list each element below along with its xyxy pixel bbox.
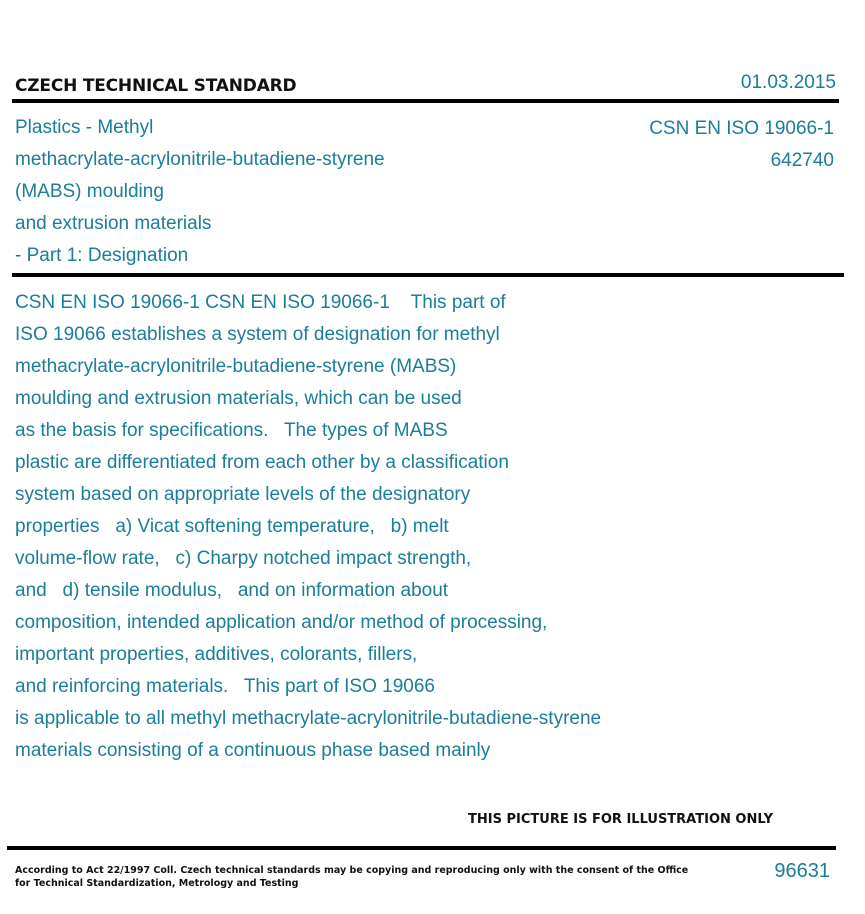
abstract-line: CSN EN ISO 19066-1 CSN EN ISO 19066-1 This part of	[15, 292, 506, 313]
abstract-line: system based on appropriate levels of the designatory	[15, 484, 471, 505]
abstract-line: materials consisting of a continuous phase based mainly	[15, 740, 491, 761]
classification-number: 642740	[770, 150, 834, 171]
abstract-text	[15, 287, 715, 767]
copyright-note-line: According to Act 22/1997 Coll. Czech technical standards may be copying and reproducing only with the consent of the Office	[15, 865, 689, 876]
abstract-line: is applicable to all methyl methacrylate-acrylonitrile-butadiene-styrene	[15, 708, 602, 729]
abstract-line: ISO 19066 establishes a system of designation for methyl	[15, 324, 500, 345]
abstract-line: plastic are differentiated from each other by a classification	[15, 452, 509, 473]
abstract-line: properties a) Vicat softening temperature, b) melt	[15, 516, 449, 537]
title-line: - Part 1: Designation	[15, 245, 189, 266]
footer-divider	[7, 846, 836, 850]
abstract-line: as the basis for specifications. The types of MABS	[15, 420, 448, 441]
copyright-note-line: for Technical Standardization, Metrology and Testing	[15, 878, 299, 889]
abstract-line: moulding and extrusion materials, which can be used	[15, 388, 462, 409]
abstract-line: and reinforcing materials. This part of ISO 19066	[15, 676, 435, 697]
publication-date: 01.03.2015	[740, 72, 836, 93]
title-line: methacrylate-acrylonitrile-butadiene-styrene	[15, 149, 385, 170]
abstract-line: important properties, additives, colorants, fillers,	[15, 644, 418, 665]
title-line: and extrusion materials	[15, 213, 212, 234]
abstract-line: and d) tensile modulus, and on information about	[15, 580, 449, 601]
abstract-line: methacrylate-acrylonitrile-butadiene-styrene (MABS)	[15, 356, 457, 377]
copyright-note	[15, 864, 688, 890]
illustration-notice: THIS PICTURE IS FOR ILLUSTRATION ONLY	[468, 812, 773, 827]
standard-code: CSN EN ISO 19066-1	[649, 118, 834, 139]
abstract-line: composition, intended application and/or method of processing,	[15, 612, 548, 633]
title-line: Plastics - Methyl	[15, 117, 154, 138]
header-divider	[12, 99, 839, 103]
abstract-line: volume-flow rate, c) Charpy notched impact strength,	[15, 548, 472, 569]
title-divider	[12, 273, 844, 277]
document-number: 96631	[774, 860, 830, 882]
title-line: (MABS) moulding	[15, 181, 164, 202]
document-type-label: CZECH TECHNICAL STANDARD	[15, 76, 297, 96]
